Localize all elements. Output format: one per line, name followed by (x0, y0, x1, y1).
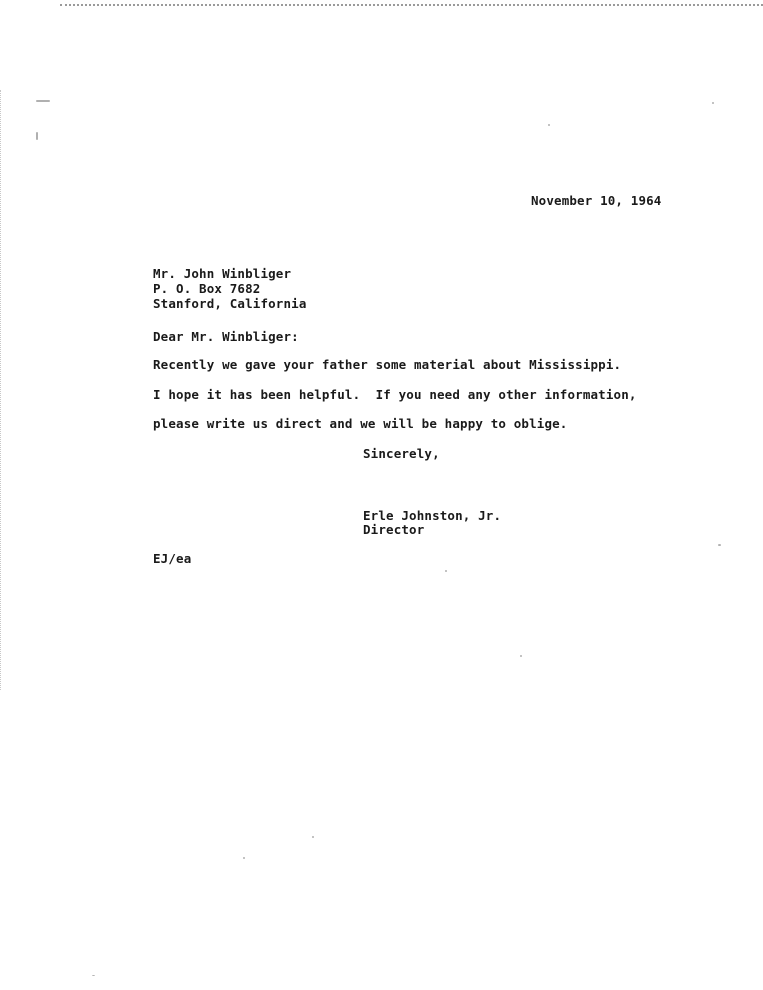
scan-speck (548, 124, 550, 126)
scan-speck (445, 570, 447, 572)
scan-speck (92, 975, 95, 976)
closing: Sincerely, (363, 446, 440, 461)
salutation: Dear Mr. Winbliger: (153, 329, 299, 344)
body-line: please write us direct and we will be happy to oblige. (153, 416, 568, 431)
page-left-edge (0, 90, 3, 690)
reference-initials: EJ/ea (153, 551, 192, 566)
body-line: Recently we gave your father some material about Mississippi. (153, 357, 622, 372)
scan-speck (36, 100, 50, 102)
recipient-address-line: P. O. Box 7682 (153, 281, 261, 296)
letter-date: November 10, 1964 (531, 193, 662, 208)
scan-speck (520, 655, 522, 657)
scan-speck (312, 836, 314, 838)
body-line: I hope it has been helpful. If you need any other information, (153, 387, 637, 402)
recipient-name: Mr. John Winbliger (153, 266, 292, 281)
signer-title: Director (363, 522, 425, 537)
signer-name: Erle Johnston, Jr. (363, 508, 502, 523)
scan-speck (712, 102, 714, 104)
scan-speck (243, 857, 245, 859)
recipient-city-state: Stanford, California (153, 296, 307, 311)
page-top-edge (60, 0, 763, 6)
scan-speck (36, 132, 38, 140)
scan-speck (718, 544, 721, 546)
